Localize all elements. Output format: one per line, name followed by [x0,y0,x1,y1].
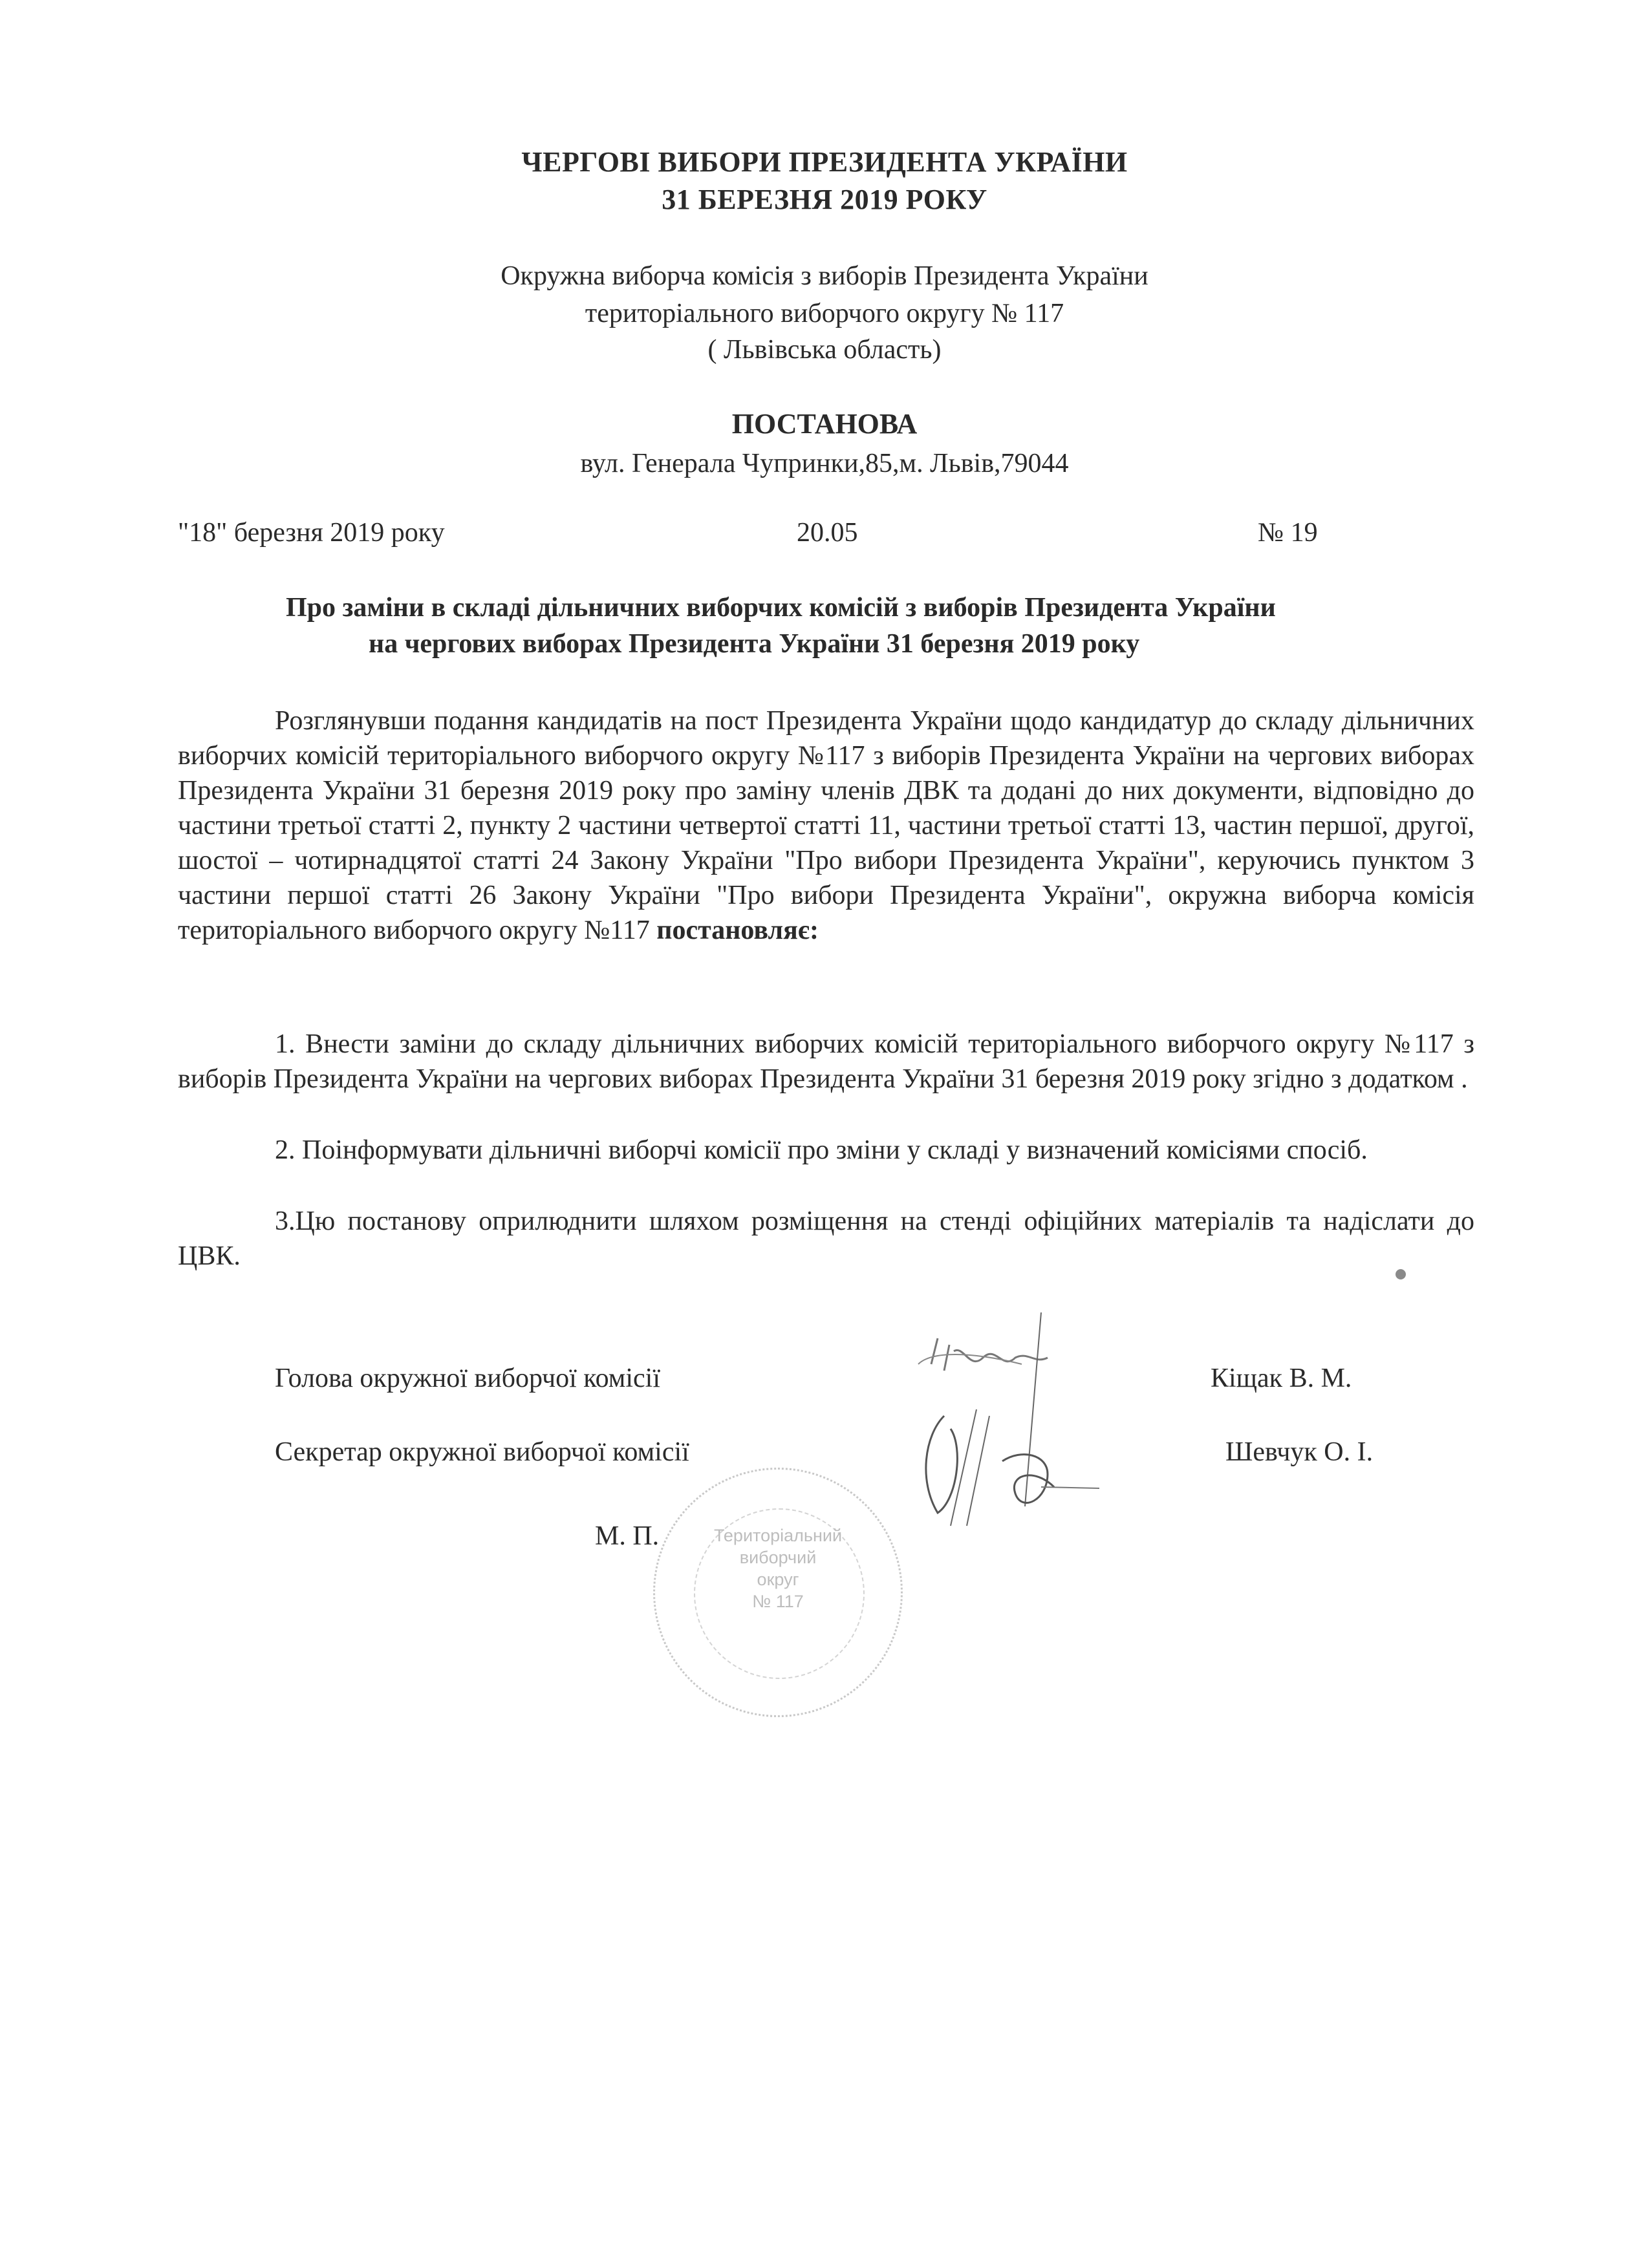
resolution-item-2: 2. Поінформувати дільничні виборчі комісії про зміни у складі у визначений комісіями спосіб. [275,1135,1368,1165]
resolves-label: постановляє: [656,915,819,945]
stamp-text [655,1524,901,1612]
document-type: ПОСТАНОВА [731,408,918,440]
secretary-signature [905,1403,1138,1532]
stamp-line-3: округ [757,1570,799,1589]
document-time: 20.05 [797,518,858,548]
address: вул. Генерала Чупринки,85,м. Львів,79044 [580,449,1069,478]
commission-name: Окружна виборча комісія з виборів Президента України [501,261,1148,291]
preamble-text: Розглянувши подання кандидатів на пост Президента України щодо кандидатур до складу дільничних виборчих комісій територіального виборчого округу №117 з виборів Президента України на чергових виборах Президента України 31 березня 2019 року про заміну членів ДВК та додані до них документи, відповідно до частини третьої статті 2, пункту 2 частини четвертої статті 11, частини третьої статті 13, частин першої, другої, шостої – чотирнадцятої статті 24 Закону України "Про вибори Президента України", керуючись пунктом 3 частини першої статті 26 Закону України "Про вибори Президента України", окружна виборча комісія територіального виборчого округу №117 [178,706,1474,945]
document-number: № 19 [1258,518,1318,548]
secretary-name: Шевчук О. І. [1225,1437,1374,1467]
chair-title: Голова окружної виборчої комісії [275,1364,660,1393]
election-title: ЧЕРГОВІ ВИБОРИ ПРЕЗИДЕНТА УКРАЇНИ [521,146,1128,178]
stamp-line-2: виборчий [739,1548,817,1567]
resolution-item-1: 1. Внести заміни до складу дільничних виборчих комісій територіального виборчого округу №117 з виборів Президента України на чергових виборах Президента України 31 березня 2019 року згідно з додатком . [178,1029,1474,1094]
subject-line-1: Про заміни в складі дільничних виборчих комісій з виборів Президента України [286,593,1276,623]
document-date: "18" березня 2019 року [178,518,445,548]
resolution-item-3: 3.Цю постанову оприлюднити шляхом розміщення на стенді офіційних матеріалів та надіслати до ЦВК. [178,1206,1474,1271]
ink-blot [1394,1267,1408,1281]
chair-name: Кіщак В. М. [1211,1364,1352,1393]
secretary-title: Секретар окружної виборчої комісії [275,1437,689,1467]
stamp-line-4: № 117 [752,1592,804,1611]
subject-line-2: на чергових виборах Президента України 31 березня 2019 року [369,629,1140,659]
district-number: територіального виборчого округу № 117 [585,299,1064,328]
region: ( Львівська область) [707,335,942,365]
official-stamp [653,1468,903,1717]
seal-label: М. П. [595,1521,660,1551]
stamp-line-1: Територіальний [713,1526,843,1545]
election-date-title: 31 БЕРЕЗНЯ 2019 РОКУ [662,184,987,215]
preamble-paragraph [178,703,1474,948]
